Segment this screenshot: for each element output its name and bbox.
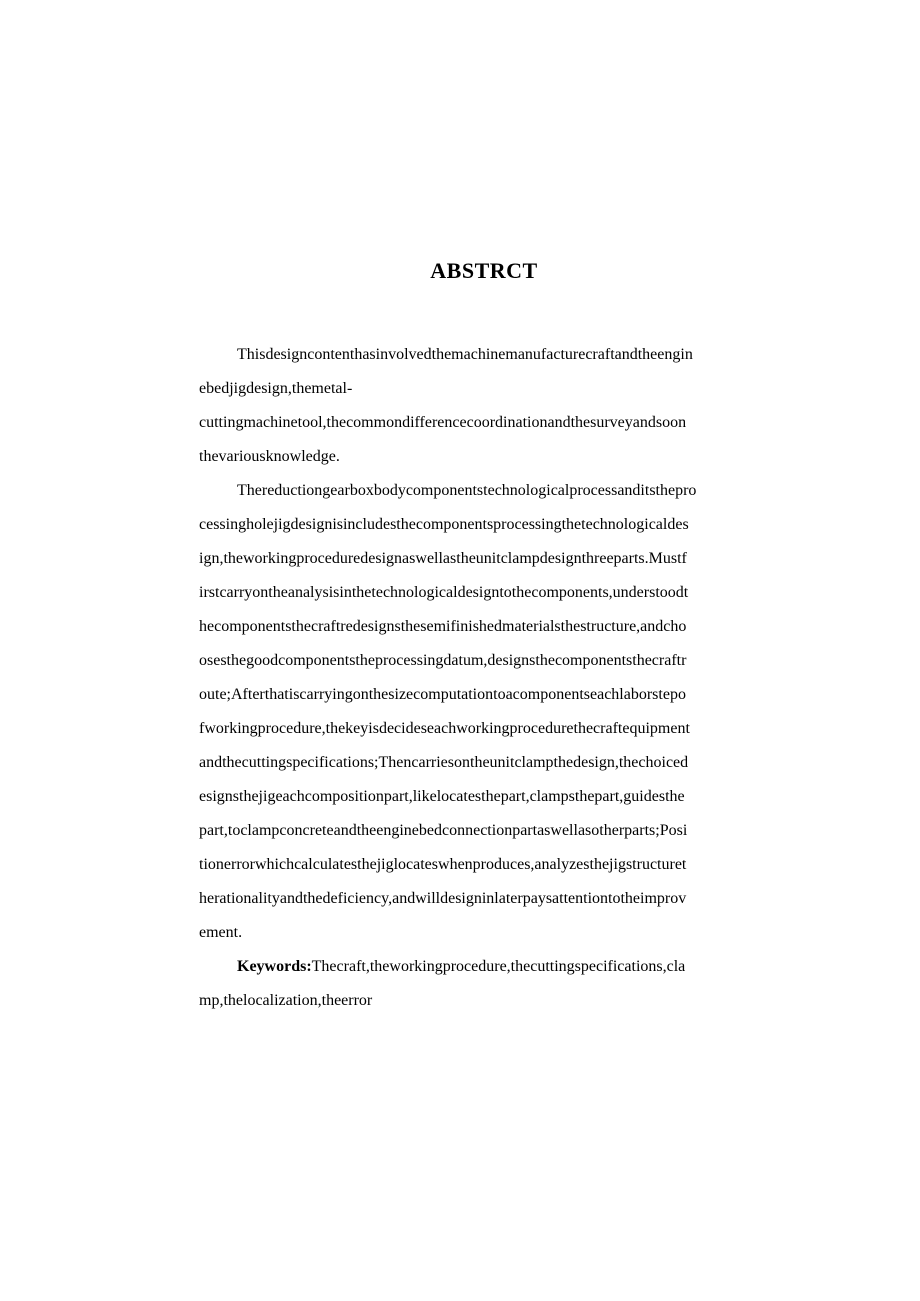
paragraph-line: oute;Afterthatiscarryingonthesizecomputationtoacomponentseachlaborstepo [199,686,686,703]
keywords-line [199,950,774,984]
paragraph-line: thevariousknowledge. [199,448,340,465]
abstract-body [199,338,774,1018]
keywords-line-2: mp,thelocalization,theerror [199,992,373,1009]
paragraph-line: ign,theworkingproceduredesignaswellastheunitclampdesignthreeparts.Mustf [199,550,687,567]
paragraph-line: hecomponentsthecraftredesignsthesemifinishedmaterialsthestructure,andcho [199,618,687,635]
paragraph-line: herationalityandthedeficiency,andwilldesigninlaterpaysattentiontotheimprov [199,890,687,907]
paragraph-line: Thereductiongearboxbodycomponentstechnologicalprocessanditsthepro [237,482,697,499]
paragraph-line: cessingholejigdesignisincludesthecomponentsprocessingthetechnologicaldes [199,516,689,533]
paragraph-line: cuttingmachinetool,thecommondifferencecoordinationandthesurveyandsoon [199,414,687,431]
paragraph-2 [199,474,774,950]
paragraph-line: andthecuttingspecifications;Thencarriesontheunitclampthedesign,thechoiced [199,754,689,771]
paragraph-line: Thisdesigncontenthasinvolvedthemachinemanufacturecraftandtheengin [237,346,693,363]
keywords-label: Keywords: [237,958,312,975]
paragraph-line: fworkingprocedure,thekeyisdecideseachworkingprocedurethecraftequipment [199,720,690,737]
paragraph-line: osesthegoodcomponentstheprocessingdatum,designsthecomponentsthecraftr [199,652,687,669]
abstract-title: ABSTRCT [430,258,538,283]
paragraph-line: part,toclampconcreteandtheenginebedconnectionpartaswellasotherparts;Posi [199,822,688,839]
paragraph-line: tionerrorwhichcalculatesthejiglocateswhenproduces,analyzesthejigstructuret [199,856,687,873]
keywords-section [199,950,774,1018]
keywords-text: Thecraft,theworkingprocedure,thecuttingspecifications,cla [311,958,686,975]
paragraph-line: ement. [199,924,243,941]
paragraph-1 [199,338,774,474]
paragraph-line: irstcarryontheanalysisinthetechnologicaldesigntothecomponents,understoodt [199,584,689,601]
paragraph-line: esignsthejigeachcompositionpart,likelocatesthepart,clampsthepart,guidesthe [199,788,685,805]
paragraph-line: ebedjigdesign,themetal- [199,380,353,397]
